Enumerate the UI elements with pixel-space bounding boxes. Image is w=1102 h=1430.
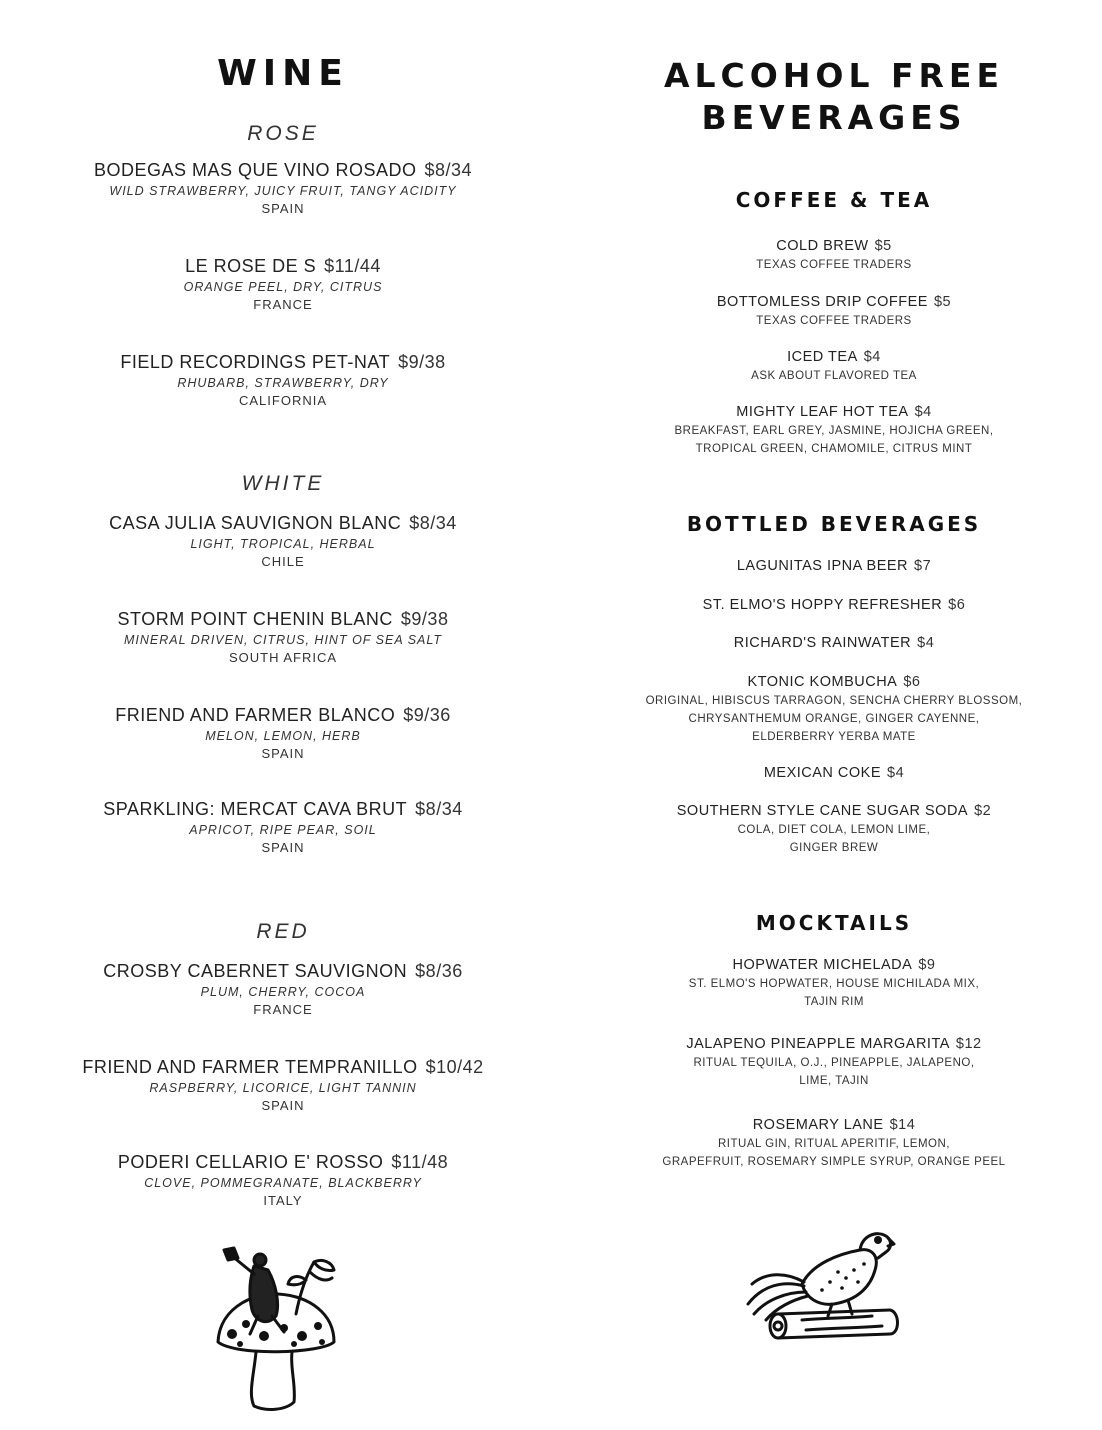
wine-name: PODERI CELLARIO E' ROSSO	[117, 1152, 384, 1172]
beverage-name: SOUTHERN STYLE CANE SUGAR SODA	[676, 803, 969, 819]
wine-item	[0, 607, 566, 667]
beverage-item	[566, 1115, 1102, 1171]
beverage-name: MIGHTY LEAF HOT TEA	[736, 404, 909, 420]
wine-price: $8/34	[415, 799, 463, 819]
beverage-price: $4	[917, 635, 935, 651]
wine-item	[0, 959, 566, 1019]
wine-price: $9/36	[403, 705, 451, 725]
beverage-name: MEXICAN COKE	[763, 765, 882, 781]
beverage-desc: TAJIN RIM	[804, 996, 864, 1008]
beverage-name: ROSEMARY LANE	[752, 1117, 884, 1133]
wine-price: $10/42	[425, 1057, 484, 1077]
beverage-desc: ORIGINAL, HIBISCUS TARRAGON, SENCHA CHERRY BLOSSOM,	[645, 695, 1023, 707]
beverage-item	[566, 672, 1102, 746]
hawk-on-log-illustration	[742, 1224, 902, 1348]
wine-name: FIELD RECORDINGS PET-NAT	[120, 352, 391, 372]
wine-item	[0, 703, 566, 763]
wine-price: $8/34	[424, 160, 473, 180]
alcohol-free-title-line1: ALCOHOL FREE	[663, 56, 1005, 95]
wine-item	[0, 797, 566, 857]
wine-item	[0, 158, 566, 218]
wine-notes: MINERAL DRIVEN, CITRUS, HINT OF SEA SALT	[123, 633, 443, 647]
beverage-price: $2	[974, 803, 992, 819]
beverage-desc: RITUAL TEQUILA, O.J., PINEAPPLE, JALAPENO,	[693, 1057, 975, 1069]
beverage-item	[566, 347, 1102, 385]
beverage-desc: GINGER BREW	[789, 842, 879, 854]
beverage-price: $9	[918, 957, 936, 973]
wine-region: SPAIN	[261, 840, 305, 855]
beverage-price: $6	[948, 597, 966, 613]
section-heading-coffee-tea: COFFEE & TEA	[735, 188, 933, 212]
wine-item	[0, 1150, 566, 1210]
beverage-price: $4	[863, 349, 881, 365]
beverage-desc: ELDERBERRY YERBA MATE	[752, 731, 916, 743]
wine-name: BODEGAS MAS QUE VINO ROSADO	[93, 160, 417, 180]
beverage-desc: ST. ELMO'S HOPWATER, HOUSE MICHILADA MIX,	[688, 978, 980, 990]
beverage-name: HOPWATER MICHELADA	[732, 957, 913, 973]
alcohol-free-title-line2: BEVERAGES	[701, 98, 967, 137]
wine-name: SPARKLING: MERCAT CAVA BRUT	[103, 799, 408, 819]
beverage-item	[566, 595, 1102, 615]
section-heading-bottled-beverages: BOTTLED BEVERAGES	[686, 512, 982, 536]
wine-title: WINE	[217, 53, 349, 94]
wine-item	[0, 254, 566, 314]
beverage-item	[566, 955, 1102, 1011]
beverage-price: $6	[903, 674, 921, 690]
beverage-item	[566, 556, 1102, 576]
section-heading-mocktails: MOCKTAILS	[755, 911, 913, 935]
beverage-item	[566, 236, 1102, 274]
wine-notes: WILD STRAWBERRY, JUICY FRUIT, TANGY ACIDITY	[109, 184, 457, 198]
beverage-price: $5	[874, 238, 892, 254]
wine-price: $11/44	[324, 256, 381, 276]
wine-notes: MELON, LEMON, HERB	[205, 729, 361, 743]
beverage-item	[566, 763, 1102, 783]
mushroom-figure-illustration	[210, 1244, 340, 1414]
beverage-price: $5	[933, 294, 952, 310]
beverage-name: BOTTOMLESS DRIP COFFEE	[716, 294, 928, 310]
wine-item	[0, 350, 566, 410]
beverage-price: $7	[914, 558, 932, 574]
wine-region: FRANCE	[253, 297, 313, 312]
beverage-desc: COLA, DIET COLA, LEMON LIME,	[737, 824, 931, 836]
wine-notes: CLOVE, POMMEGRANATE, BLACKBERRY	[144, 1176, 422, 1190]
wine-region: SPAIN	[261, 201, 305, 216]
wine-item	[0, 1055, 566, 1115]
beverage-desc: CHRYSANTHEMUM ORANGE, GINGER CAYENNE,	[688, 713, 980, 725]
wine-notes: LIGHT, TROPICAL, HERBAL	[190, 537, 376, 551]
wine-name: CROSBY CABERNET SAUVIGNON	[103, 961, 408, 981]
beverage-item	[566, 402, 1102, 458]
beverage-name: ST. ELMO'S HOPPY REFRESHER	[702, 597, 943, 613]
beverage-item	[566, 292, 1102, 330]
wine-notes: RHUBARB, STRAWBERRY, DRY	[177, 376, 389, 390]
beverage-name: LAGUNITAS IPNA BEER	[736, 558, 909, 574]
beverage-desc: RITUAL GIN, RITUAL APERITIF, LEMON,	[718, 1138, 950, 1150]
beverage-name: KTONIC KOMBUCHA	[747, 674, 898, 690]
wine-notes: RASPBERRY, LICORICE, LIGHT TANNIN	[149, 1081, 417, 1095]
wine-price: $8/36	[415, 961, 463, 981]
beverage-price: $12	[955, 1036, 982, 1052]
beverage-price: $14	[889, 1117, 916, 1133]
wine-price: $9/38	[400, 609, 449, 629]
beverage-name: ICED TEA	[787, 349, 858, 365]
beverage-desc: TROPICAL GREEN, CHAMOMILE, CITRUS MINT	[695, 443, 973, 455]
section-heading-rose: ROSE	[247, 122, 319, 145]
beverage-desc: ASK ABOUT FLAVORED TEA	[751, 370, 917, 382]
wine-price: $8/34	[409, 513, 457, 533]
beverage-price: $4	[887, 765, 905, 781]
wine-price: $9/38	[398, 352, 446, 372]
beverage-price: $4	[914, 404, 932, 420]
wine-notes: ORANGE PEEL, DRY, CITRUS	[183, 280, 383, 294]
wine-region: CALIFORNIA	[238, 393, 327, 408]
wine-name: LE ROSE DE S	[185, 256, 317, 276]
beverage-desc: BREAKFAST, EARL GREY, JASMINE, HOJICHA GREEN,	[674, 425, 994, 437]
beverage-desc: TEXAS COFFEE TRADERS	[756, 259, 912, 271]
wine-name: FRIEND AND FARMER BLANCO	[115, 705, 396, 725]
beverage-name: COLD BREW	[776, 238, 869, 254]
wine-region: SPAIN	[261, 746, 305, 761]
wine-notes: PLUM, CHERRY, COCOA	[200, 985, 366, 999]
beverage-item	[566, 633, 1102, 653]
beverage-desc: GRAPEFRUIT, ROSEMARY SIMPLE SYRUP, ORANGE PEEL	[662, 1156, 1006, 1168]
beverage-item	[566, 1034, 1102, 1090]
wine-name: STORM POINT CHENIN BLANC	[117, 609, 393, 629]
wine-name: FRIEND AND FARMER TEMPRANILLO	[82, 1057, 418, 1077]
wine-region: ITALY	[263, 1193, 303, 1208]
wine-notes: APRICOT, RIPE PEAR, SOIL	[189, 823, 377, 837]
section-heading-red: RED	[256, 920, 310, 943]
wine-region: SPAIN	[261, 1098, 305, 1113]
wine-item	[0, 511, 566, 571]
beverage-name: RICHARD'S RAINWATER	[733, 635, 912, 651]
beverage-desc: TEXAS COFFEE TRADERS	[756, 315, 912, 327]
wine-name: CASA JULIA SAUVIGNON BLANC	[109, 513, 402, 533]
section-heading-white: WHITE	[241, 472, 325, 495]
wine-region: SOUTH AFRICA	[228, 650, 338, 665]
wine-region: FRANCE	[253, 1002, 313, 1017]
beverage-name: JALAPENO PINEAPPLE MARGARITA	[686, 1036, 950, 1052]
wine-region: CHILE	[261, 554, 305, 569]
beverage-desc: LIME, TAJIN	[799, 1075, 869, 1087]
beverage-item	[566, 801, 1102, 857]
wine-price: $11/48	[391, 1152, 449, 1172]
